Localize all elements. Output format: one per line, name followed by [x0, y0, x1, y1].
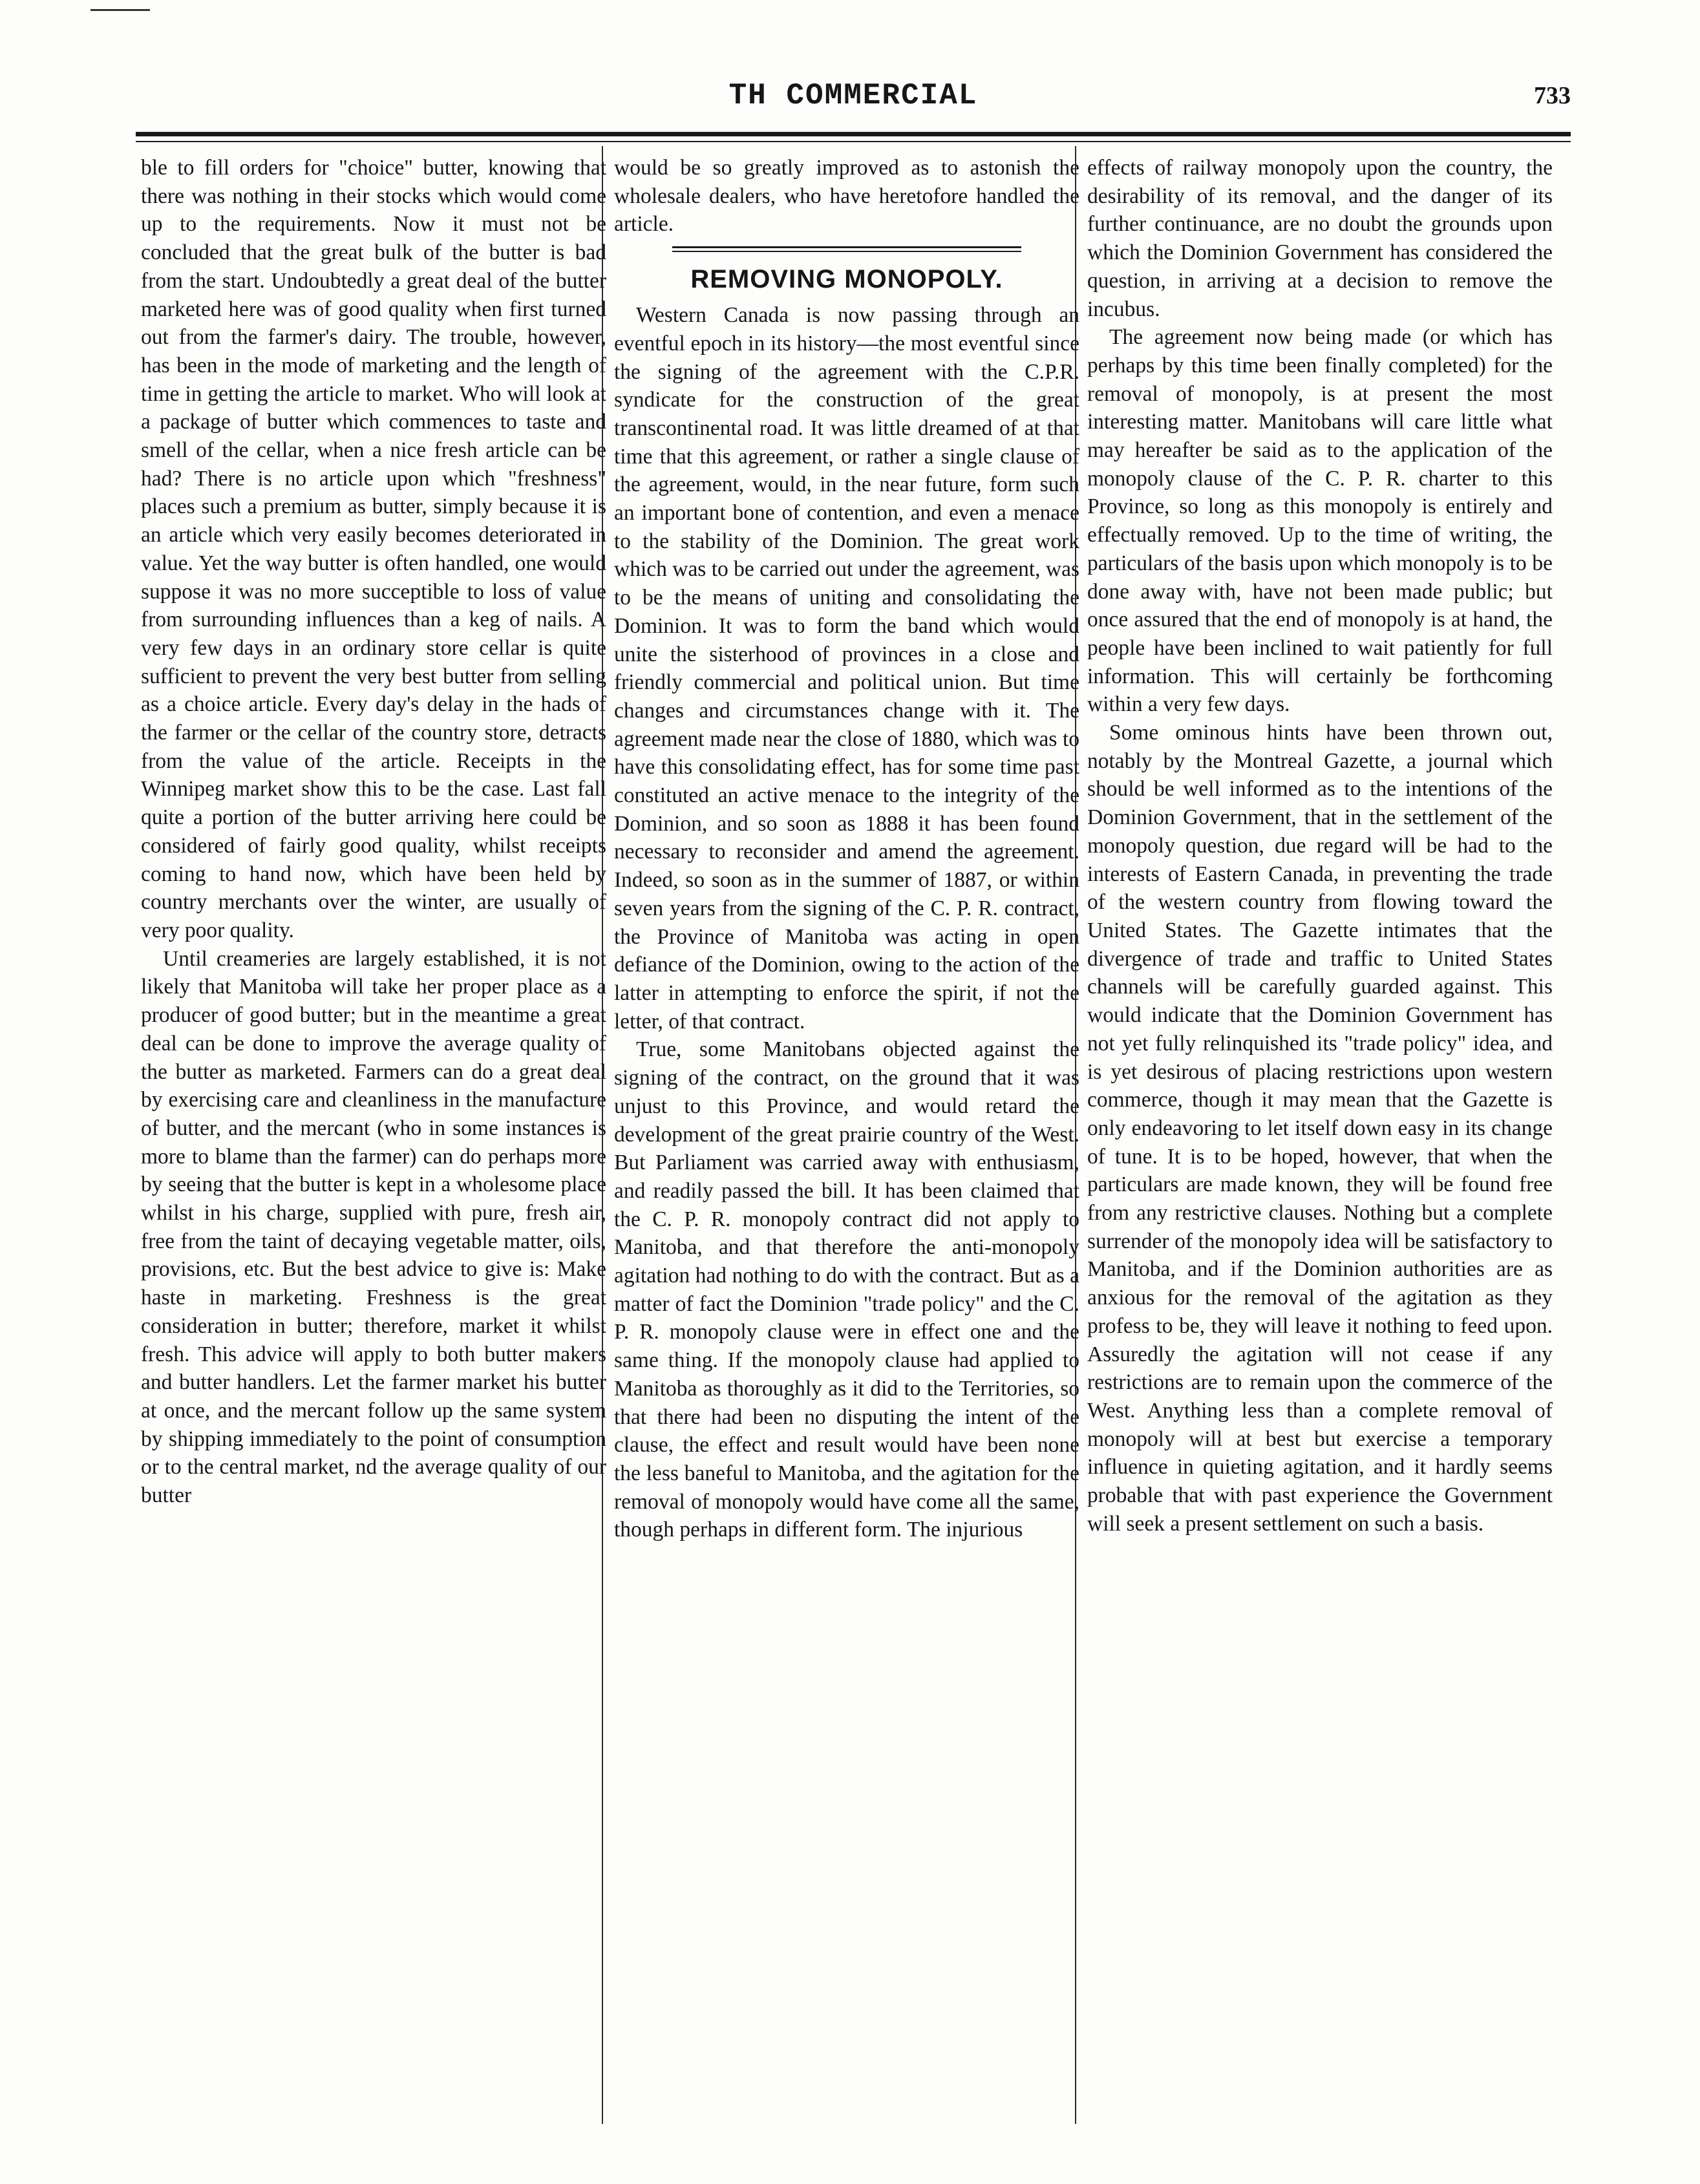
paragraph: Western Canada is now passing through an eventful epoch in its history—the most eventful since the signing of the agreement with the C.P.R. syndicate for the construction of the great transcontinental road. It was little dreamed of at that time that this agreement, or rather a single clause of the agreement, would, in the near future, form such an important bone of contention, and even a menace to the stability of the Dominion. The great work which was to be carried out under the agreement, was to be the means of uniting and consolidating the Dominion. It was to form the band which would unite the sisterhood of provinces in a close and friendly commercial and political union. But time changes and circumstances change with it. The agreement made near the close of 1880, which was to have this consolidating effect, has for some time past constituted an active menace to the integrity of the Dominion, and so soon as 1888 it has been found necessary to reconsider and amend the agreement. Indeed, so soon as in the summer of 1887, or within seven years from the signing of the C. P. R. contract, the Province of Manitoba was acting in open defiance of the Dominion, owing to the action of the latter in attempting to enforce the spirit, if not the letter, of that contract.: [614, 303, 1079, 1034]
paragraph: would be so greatly improved as to astonish the wholesale dealers, who have heretofore handled the article.: [614, 156, 1079, 237]
header-rule-thick: [136, 132, 1571, 136]
masthead-title: TH COMMERCIAL: [728, 79, 978, 112]
column-1: [141, 154, 606, 2119]
paragraph: Until creameries are largely established, it is not likely that Manitoba will take her proper place as a producer of good butter; but in the meantime a great deal can be done to improve the average quality of the butter as marketed. Farmers can do a great deal by exercising care and cleanliness in the manufacture of butter, and the mercant (who in some instances is more to blame than the farmer) can do perhaps more by seeing that the butter is kept in a wholesome place whilst in his charge, supplied with pure, fresh air, free from the taint of decaying vegetable matter, oils, provisions, etc. But the best advice to give is: Make haste in marketing. Freshness is the great consideration in butter; therefore, market it whilst fresh. This advice will apply to both butter makers and butter handlers. Let the farmer market his butter at once, and the mercant follow up the same system by shipping immediately to the point of consumption or to the central market, nd the average quality of our butter: [141, 946, 606, 1508]
page-header: [136, 78, 1571, 123]
section-rule-thin: [672, 251, 1021, 252]
header-rule-thin: [136, 141, 1571, 142]
paragraph: Some ominous hints have been thrown out, notably by the Montreal Gazette, a journal which should be well informed as to the intentions of the Dominion Government, that in the settlement of the monopoly question, due regard will be had to the interests of Eastern Canada, in preventing the trade of the western country from flowing toward the United States. The Gazette intimates that the divergence of trade and traffic to United States channels will be carefully guarded against. This would indicate that the Dominion Government has not yet fully relinquished its "trade policy" idea, and is yet desirous of placing restrictions upon western commerce, though it may mean that the Gazette is only endeavoring to let itself down easy in its change of tune. It is to be hoped, however, that when the particulars are made known, they will be found free from any restrictive clauses. Nothing but a complete surrender of the monopoly idea will be satisfactory to Manitoba, and if the Dominion authorities are as anxious for the removal of the agitation as they profess to be, they will leave it nothing to feed upon. Assuredly the agitation will not cease if any restrictions are to remain upon the commerce of the West. Anything less than a complete removal of monopoly will at best but exercise a temporary influence in quieting agitation, and it hardly seems probable that with past experience the Government will seek a present settlement on such a basis.: [1087, 721, 1553, 1536]
column-3: [1087, 154, 1553, 2119]
corner-mark: [90, 9, 150, 11]
paragraph: True, some Manitobans objected against the signing of the contract, on the ground that it was unjust to this Province, and would retard the development of the great prairie country of the West. But Parliament was carried away with enthusiasm, and readily passed the bill. It has been claimed that the C. P. R. monopoly contract did not apply to Manitoba, and that therefore the anti-monopoly agitation had nothing to do with the contract. But as a matter of fact the Dominion "trade policy" and the C. P. R. monopoly clause were in effect one and the same thing. If the monopoly clause had applied to Manitoba as thoroughly as it did to the Territories, so that there had been no disputing the intent of the clause, the effect and result would have been none the less baneful to Manitoba, and the agitation for the removal of monopoly would have come all the same, though perhaps in different form. The injurious: [614, 1037, 1079, 1542]
section-heading: REMOVING MONOPOLY.: [690, 265, 1003, 294]
column-2: [614, 154, 1079, 2119]
page-number: 733: [1534, 82, 1571, 109]
paragraph: effects of railway monopoly upon the country, the desirability of its removal, and the danger of its further continuance, are no doubt the grounds upon which the Dominion Government has considered the question, in arriving at a decision to remove the incubus.: [1087, 156, 1553, 321]
paragraph: The agreement now being made (or which has perhaps by this time been finally completed) for the removal of monopoly, is at present the most interesting matter. Manitobans will care little what may hereafter be said as to the application of the monopoly clause of the C. P. R. charter to this Province, so long as this monopoly is entirely and effectually removed. Up to the time of writing, the particulars of the basis upon which monopoly is to be done away with, have not been made public; but once assured that the end of monopoly is at hand, the people have been inclined to wait patiently for full information. This will certainly be forthcoming within a very few days.: [1087, 325, 1553, 717]
section-rule-thick: [672, 246, 1021, 248]
paragraph: ble to fill orders for "choice" butter, knowing that there was nothing in their stocks which would come up to the requirements. Now it must not be concluded that the great bulk of the butter is bad from the start. Undoubtedly a great deal of the butter marketed here was of good quality when first turned out from the farmer's dairy. The trouble, however, has been in the mode of marketing and the length of time in getting the article to market. Who will look at a package of butter which commences to taste and smell of the cellar, when a nice fresh article can be had? There is no article upon which "freshness" places such a premium as butter, simply because it is an article which very easily becomes deteriorated in value. Yet the way butter is often handled, one would suppose it was no more succeptible to loss of value from surrounding influences than a keg of nails. A very few days in an ordinary store cellar is quite sufficient to prevent the very best butter from selling as a choice article. Every day's delay in the hads of the farmer or the cellar of the country store, detracts from the value of the article. Receipts in the Winnipeg market show this to be the case. Last fall quite a portion of the butter arriving here could be considered of fairly good quality, whilst receipts coming to hand now, which have been held by country merchants over the winter, are usually of very poor quality.: [141, 156, 606, 942]
